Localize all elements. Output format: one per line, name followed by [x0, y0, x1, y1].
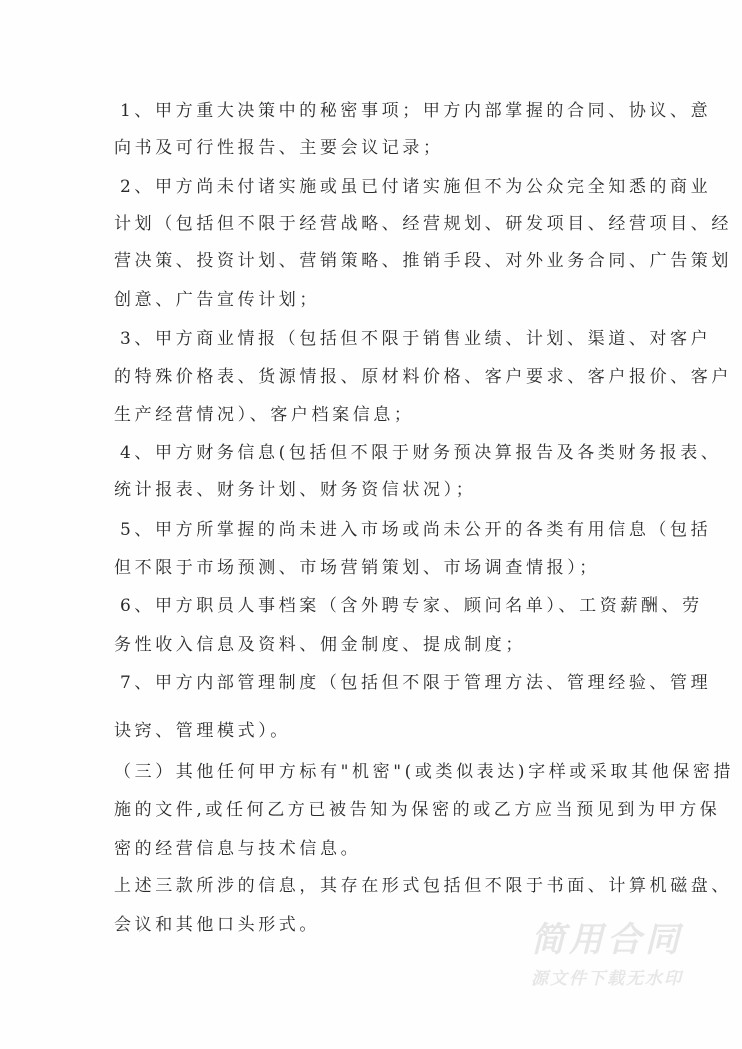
- text-line: 但不限于市场预测、市场营销策划、市场调查情报）；: [114, 558, 600, 578]
- text-line: 向书及可行性报告、主要会议记录；: [114, 138, 444, 158]
- text-line: 2、甲方尚未付诸实施或虽已付诸实施但不为公众完全知悉的商业: [120, 177, 712, 197]
- text-line: 创意、广告宣传计划；: [114, 290, 320, 310]
- text-line: 务性收入信息及资料、佣金制度、提成制度；: [114, 635, 526, 655]
- text-line: 的特殊价格表、货源情报、原材料价格、客户要求、客户报价、客户: [114, 367, 732, 387]
- text-line: （三）其他任何甲方标有"机密"(或类似表达)字样或采取其他保密措: [114, 762, 735, 782]
- text-line: 上述三款所涉的信息，其存在形式包括但不限于书面、计算机磁盘、: [114, 876, 732, 896]
- text-line: 统计报表、财务计划、财务资信状况）；: [114, 480, 477, 500]
- watermark: [512, 920, 702, 992]
- text-line: 生产经营情况）、客户档案信息；: [114, 405, 415, 425]
- text-line: 密的经营信息与技术信息。: [114, 839, 362, 859]
- text-line: 4、甲方财务信息(包括但不限于财务预决算报告及各类财务报表、: [120, 443, 722, 463]
- text-line: 6、甲方职员人事档案（含外聘专家、顾问名单）、工资薪酬、劳: [120, 596, 703, 616]
- text-line: 会议和其他口头形式。: [114, 915, 320, 935]
- text-line: 3、甲方商业情报（包括但不限于销售业绩、计划、渠道、对客户: [120, 329, 712, 349]
- text-line: 7、甲方内部管理制度（包括但不限于管理方法、管理经验、管理: [120, 673, 712, 693]
- text-line: 1、甲方重大决策中的秘密事项；甲方内部掌握的合同、协议、意: [120, 101, 712, 121]
- watermark-subtitle: 源文件下载无水印: [531, 969, 683, 989]
- text-line: 营决策、投资计划、营销策略、推销手段、对外业务合同、广告策划: [114, 251, 732, 271]
- text-line: 诀窍、管理模式）。: [114, 721, 291, 741]
- text-line: 计划（包括但不限于经营战略、经营规划、研发项目、经营项目、经: [114, 214, 732, 234]
- watermark-title: 简用合同: [531, 920, 683, 960]
- text-line: 5、甲方所掌握的尚未进入市场或尚未公开的各类有用信息（包括: [120, 520, 712, 540]
- text-line: 施的文件,或任何乙方已被告知为保密的或乙方应当预见到为甲方保: [114, 800, 721, 820]
